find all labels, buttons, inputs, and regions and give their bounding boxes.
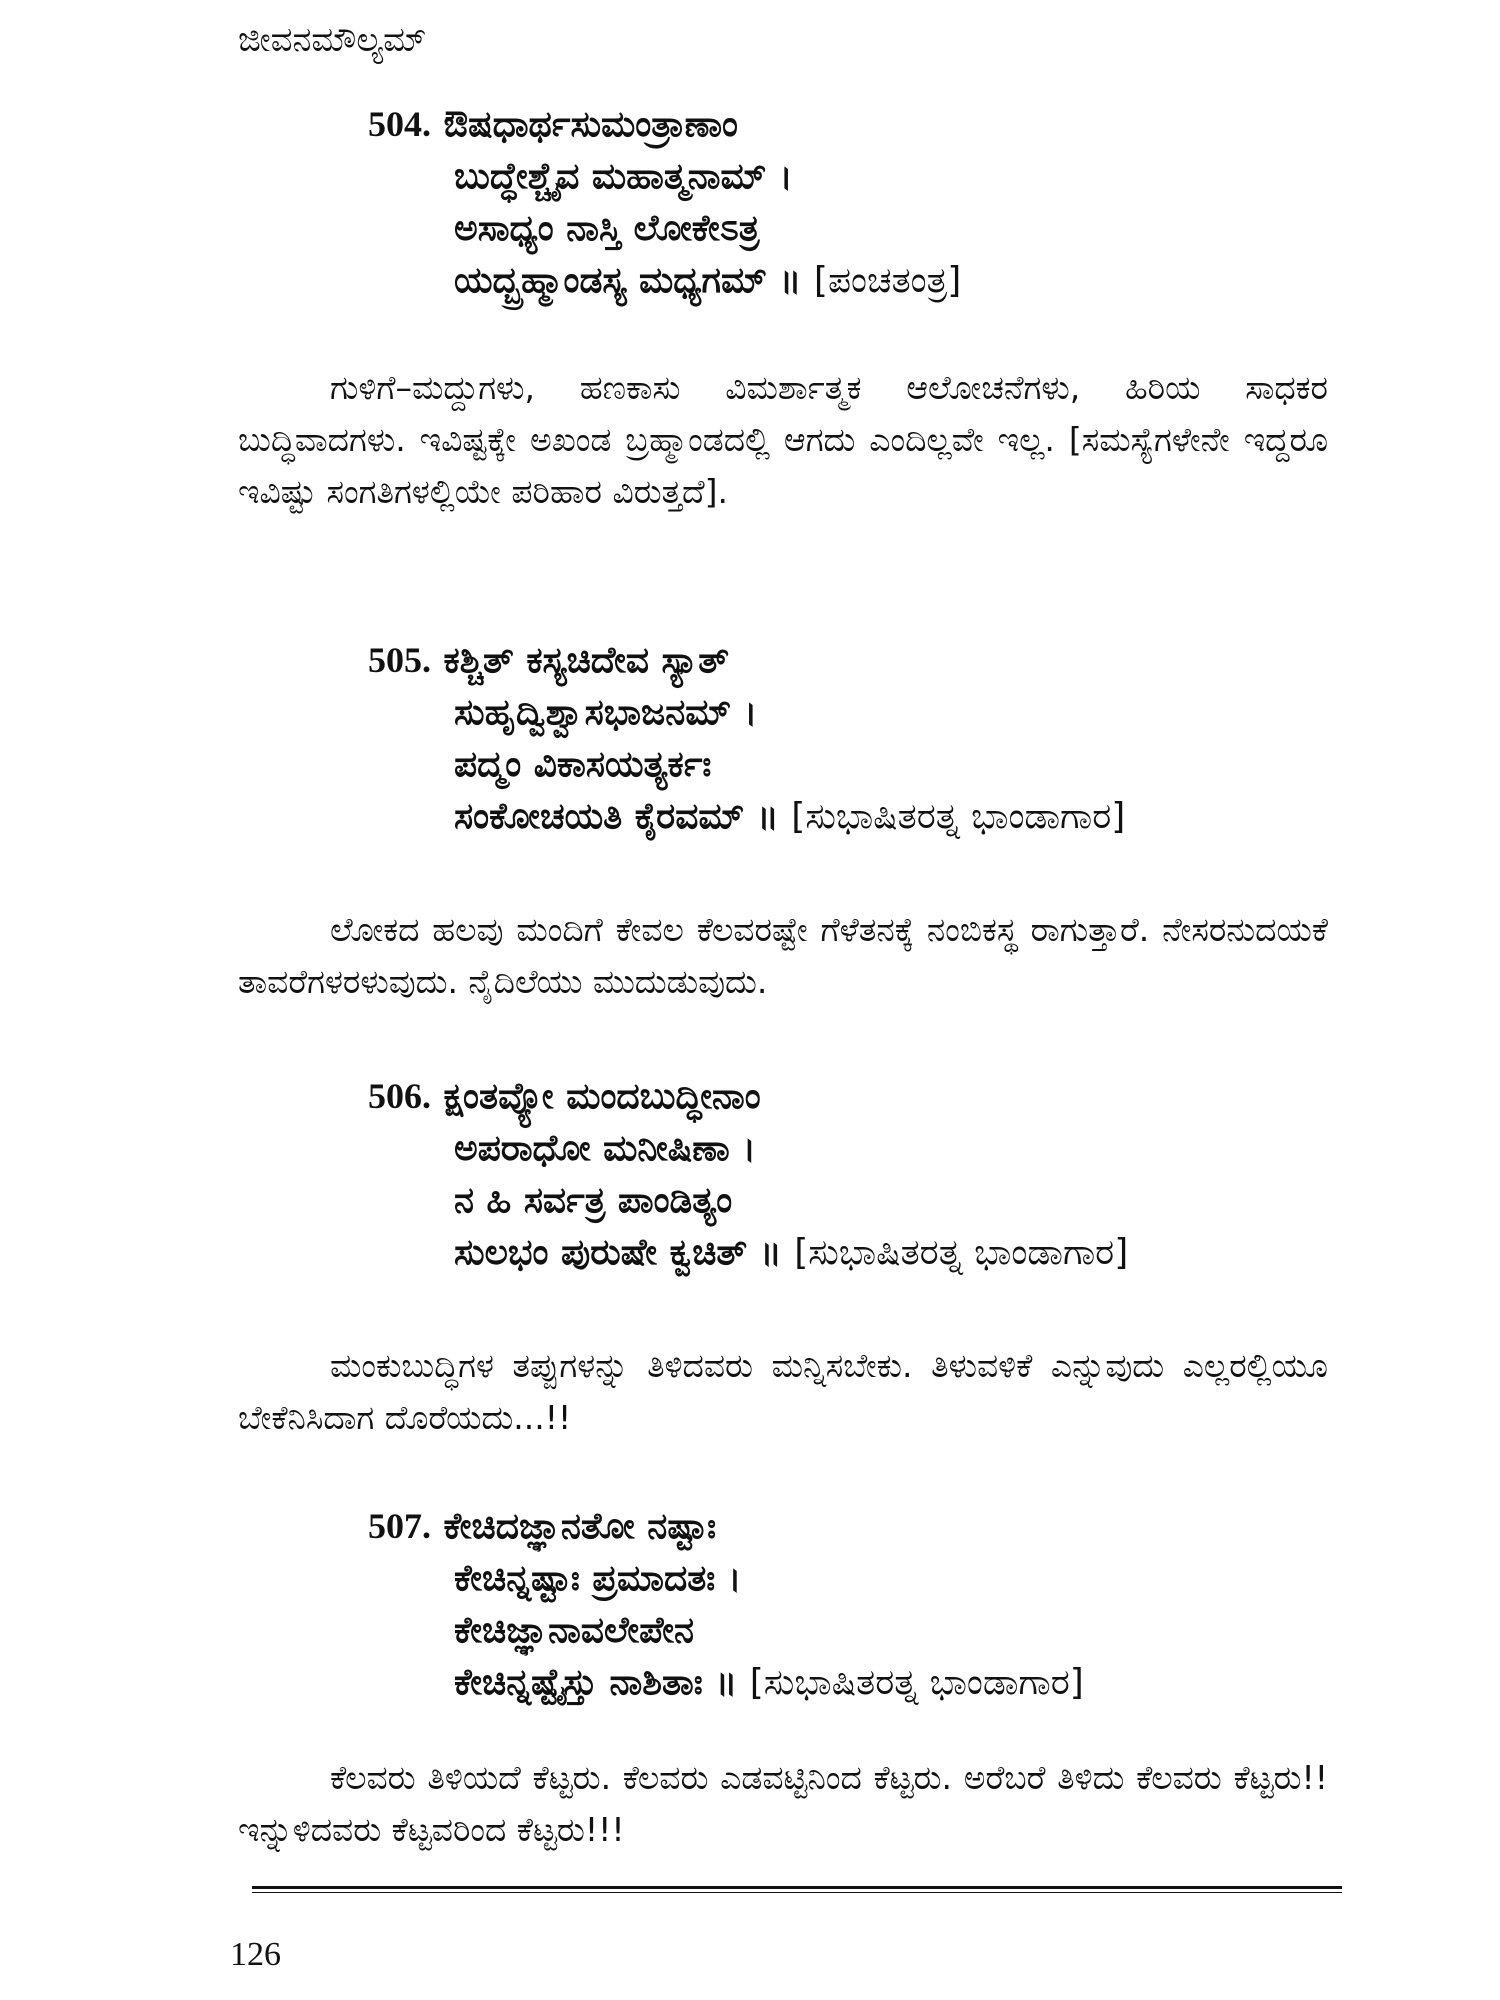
commentary-paragraph: ಲೋಕದ ಹಲವು ಮಂದಿಗೆ ಕೇವಲ ಕೆಲವರಷ್ಟೇ ಗೆಳೆತನಕ್ಕೆ ನಂಬಿಕಸ್ಥ ರಾಗುತ್ತಾರೆ. ನೇಸರನುದಯಕೆ ತಾವರೆಗಳರಳುವುದು. ನೈದಿಲೆಯು ಮುದುಡುವುದು. (238, 910, 1328, 1001)
verse-source: [ಸುಭಾಷಿತರತ್ನ ಭಾಂಡಾಗಾರ] (794, 1232, 1129, 1273)
verse-line: ಸುಹೃದ್ವಿಶ್ವಾಸಭಾಜನಮ್ । (454, 692, 758, 733)
verse-507 (368, 1500, 1084, 1709)
verse-line: ಸುಲಭಂ ಪುರುಷೇ ಕ್ವಚಿತ್ ॥ (454, 1232, 782, 1273)
verse-line: ಕೇಚಿಜ್ಞಾನಾವಲೇಪೇನ (454, 1610, 694, 1651)
verse-line: ಬುದ್ಧೇಶ್ಚೈವ ಮಹಾತ್ಮನಾಮ್ । (454, 156, 793, 197)
running-header: ಜೀವನಮೌಲ್ಯಮ್ (238, 20, 427, 60)
verse-number: 507. (368, 1506, 431, 1546)
verse-number: 505. (368, 640, 431, 680)
commentary-paragraph: ಕೆಲವರು ತಿಳಿಯದೆ ಕೆಟ್ಟರು. ಕೆಲವರು ಎಡವಟ್ಟಿನಿಂದ ಕೆಟ್ಟರು. ಅರೆಬರೆ ತಿಳಿದು ಕೆಲವರು ಕೆಟ್ಟರು!! ಇನ್ನುಳಿದವರು ಕೆಟ್ಟವರಿಂದ ಕೆಟ್ಟರು!!! (238, 1758, 1328, 1849)
verse-line: ಸಂಕೋಚಯತಿ ಕೈರವಮ್ ॥ (454, 796, 779, 837)
verse-line: ನ ಹಿ ಸರ್ವತ್ರ ಪಾಂಡಿತ್ಯಂ (454, 1180, 733, 1221)
verse-line: ಪದ್ಮಂ ವಿಕಾಸಯತ್ಯರ್ಕಃ (454, 744, 712, 785)
verse-line: ಔಷಧಾರ್ಥಸುಮಂತ್ರಾಣಾಂ (443, 104, 738, 145)
verse-505 (368, 634, 1125, 843)
verse-line: ಕೇಚಿದಜ್ಞಾನತೋ ನಷ್ಟಾಃ (443, 1506, 717, 1547)
verse-line: ಯದ್ಬ್ರಹ್ಮಾಂಡಸ್ಯ ಮಧ್ಯಗಮ್ ॥ (454, 260, 802, 301)
footer-rule (252, 1886, 1342, 1893)
verse-source: [ಸುಭಾಷಿತರತ್ನ ಭಾಂಡಾಗಾರ] (791, 796, 1126, 837)
verse-line: ಕ್ಷಂತವ್ಯೋ ಮಂದಬುದ್ಧೀನಾಂ (443, 1076, 761, 1117)
page-number: 126 (230, 1936, 281, 1973)
commentary-paragraph: ಮಂಕುಬುದ್ಧಿಗಳ ತಪ್ಪುಗಳನ್ನು ತಿಳಿದವರು ಮನ್ನಿಸಬೇಕು. ತಿಳುವಳಿಕೆ ಎನ್ನುವುದು ಎಲ್ಲರಲ್ಲಿಯೂ ಬೇಕೆನಿಸಿದಾಗ ದೊರೆಯದು...!! (238, 1346, 1328, 1437)
commentary-paragraph: ಗುಳಿಗೆ–ಮದ್ದುಗಳು, ಹಣಕಾಸು ವಿಮರ್ಶಾತ್ಮಕ ಆಲೋಚನೆಗಳು, ಹಿರಿಯ ಸಾಧಕರ ಬುದ್ಧಿವಾದಗಳು. ಇವಿಷ್ಟಕ್ಕೇ ಅಖಂಡ ಬ್ರಹ್ಮಾಂಡದಲ್ಲಿ ಆಗದು ಎಂದಿಲ್ಲವೇ ಇಲ್ಲ. [ಸಮಸ್ಯೆಗಳೇನೇ ಇದ್ದರೂ ಇವಿಷ್ಟು ಸಂಗತಿಗಳಲ್ಲಿಯೇ ಪರಿಹಾರ ವಿರುತ್ತದೆ]. (238, 368, 1328, 511)
verse-number: 506. (368, 1076, 431, 1116)
verse-line: ಕೇಚಿನ್ನಷ್ಟಾಃ ಪ್ರಮಾದತಃ । (454, 1558, 742, 1599)
verse-504 (368, 98, 961, 307)
verse-506 (368, 1070, 1128, 1279)
verse-line: ಅಸಾಧ್ಯಂ ನಾಸ್ತಿ ಲೋಕೇಽತ್ರ (454, 208, 760, 249)
verse-line: ಕೇಚಿನ್ನಷ್ಟೈಸ್ತು ನಾಶಿತಾಃ ॥ (454, 1662, 738, 1703)
verse-line: ಅಪರಾಧೋ ಮನೀಷಿಣಾ । (454, 1128, 756, 1169)
verse-line: ಕಶ್ಚಿತ್ ಕಸ್ಯಚಿದೇವ ಸ್ಯಾತ್ (443, 640, 730, 681)
verse-number: 504. (368, 104, 431, 144)
verse-source: [ಪಂಚತಂತ್ರ] (813, 260, 962, 301)
verse-source: [ಸುಭಾಷಿತರತ್ನ ಭಾಂಡಾಗಾರ] (749, 1662, 1084, 1703)
